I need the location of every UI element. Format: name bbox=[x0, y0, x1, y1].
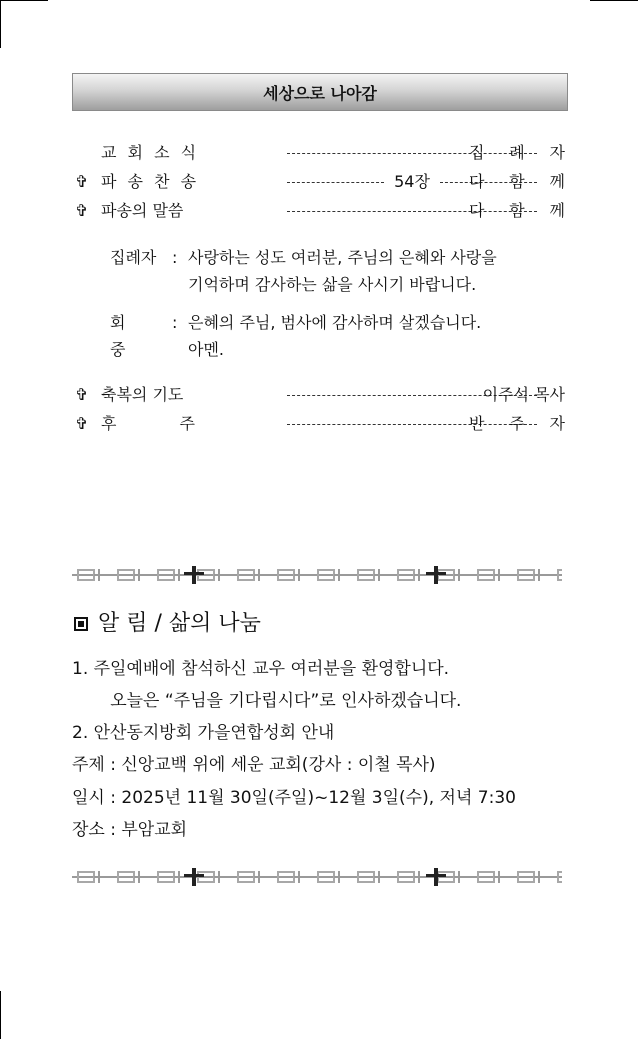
speaker: 집례자 bbox=[110, 248, 157, 267]
announcement-line: 일시 : 2025년 11월 30일(주일)~12월 3일(수), 저녁 7:30 bbox=[72, 788, 516, 808]
cross-icon: ✞ bbox=[75, 414, 89, 433]
label-text: 축복의 기도 bbox=[101, 385, 184, 404]
section-header bbox=[72, 73, 568, 111]
crop-mark bbox=[590, 0, 638, 1]
worship-item-hymn bbox=[75, 170, 565, 194]
cross-icon: ✞ bbox=[75, 172, 89, 191]
worship-item-leader: 집 례 자 bbox=[469, 143, 565, 162]
worship-item-leader: 다 함 께 bbox=[469, 201, 565, 220]
announcement-line: 장소 : 부암교회 bbox=[72, 820, 188, 840]
label-text: 후 주 bbox=[101, 414, 195, 433]
worship-item-word bbox=[75, 199, 565, 223]
worship-item-leader: 이주석 목사 bbox=[482, 385, 565, 404]
crop-mark bbox=[0, 0, 1, 48]
decorative-border-top bbox=[72, 566, 562, 584]
label-text: 파송의 말씀 bbox=[101, 201, 184, 220]
announcements-title: 알 림 / 삶의 나눔 bbox=[98, 611, 261, 636]
announcement-line: 2. 안산동지방회 가을연합성회 안내 bbox=[72, 723, 335, 743]
worship-item-news bbox=[75, 141, 565, 165]
worship-item-postlude bbox=[75, 412, 565, 436]
label-text: 파 송 찬 송 bbox=[101, 172, 200, 191]
dialogue-text: 은혜의 주님, 범사에 감사하며 살겠습니다. 아멘. bbox=[188, 313, 482, 359]
worship-item-label bbox=[101, 141, 277, 165]
dialogue-text: 사랑하는 성도 여러분, 주님의 은혜와 사랑을 기억하며 감사하는 삶을 사시기 바랍니다. bbox=[188, 248, 497, 294]
worship-item-leader: 반 주 자 bbox=[469, 414, 565, 433]
announcement-line: 1. 주일예배에 참석하신 교우 여러분을 환영합니다. bbox=[72, 659, 450, 679]
cross-icon: ✞ bbox=[75, 385, 89, 404]
crop-mark bbox=[0, 991, 1, 1039]
section-title: 세상으로 나아감 bbox=[263, 83, 377, 103]
announcement-line: 오늘은 “주님을 기다립시다”로 인사하겠습니다. bbox=[94, 691, 462, 711]
worship-item-leader: 다 함 께 bbox=[469, 172, 565, 191]
worship-item-label bbox=[101, 412, 277, 436]
speaker: 회 중 bbox=[110, 313, 140, 359]
worship-item-label bbox=[101, 383, 277, 407]
worship-item-benediction bbox=[75, 383, 565, 407]
hymn-number: 54장 bbox=[394, 172, 430, 191]
decorative-border-bottom bbox=[72, 868, 562, 886]
label-text: 교 회 소 식 bbox=[101, 143, 200, 162]
announcement-line: 주제 : 신앙교백 위에 세운 교회(강사 : 이철 목사) bbox=[72, 755, 436, 775]
crop-mark bbox=[0, 0, 48, 1]
square-bullet-icon bbox=[74, 617, 88, 631]
cross-icon: ✞ bbox=[75, 201, 89, 220]
announcements-heading bbox=[74, 606, 261, 642]
worship-item-label bbox=[101, 199, 277, 223]
worship-item-label bbox=[101, 170, 277, 194]
